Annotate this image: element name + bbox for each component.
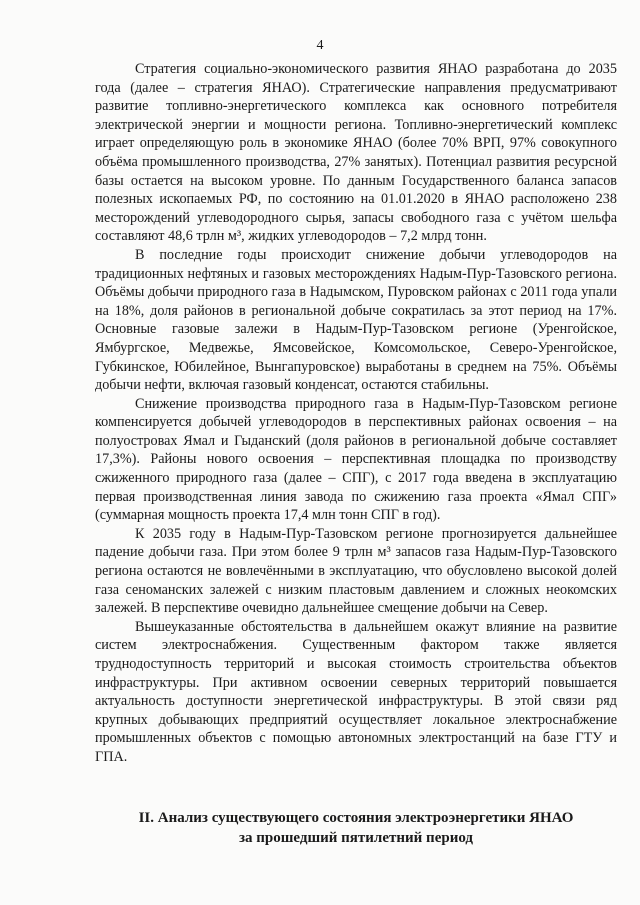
paragraph-new-regions: Снижение производства природного газа в Надым-Пур-Тазовском регионе компенсируется добычей углеводородов в перспективных районах освоения – на полуостровах Ямал и Гыданский (доля районов в региональной добыче составляет 17,3%). Районы нового освоения – перспективная площадка по производству сжиженного природного газа (далее – СПГ), с 2017 года введена в эксплуатацию первая производственная линия завода по сжижению газа проекта «Ямал СПГ» (суммарная мощность проекта 17,4 млн тонн СПГ в год). <box>95 395 617 524</box>
paragraph-power-supply: Вышеуказанные обстоятельства в дальнейшем окажут влияние на развитие систем электроснабжения. Существенным фактором также является труднодоступность территорий и высокая стоимость строительства объектов инфраструктуры. При активном освоении северных территорий повышается актуальность доступности энергетической инфраструктуры. В этой связи ряд крупных добывающих предприятий осуществляет локальное электроснабжение промышленных объектов с помощью автономных электростанций на базе ГТУ и ГПА. <box>95 618 617 765</box>
paragraph-strategy: Стратегия социально-экономического развития ЯНАО разработана до 2035 года (далее – стратегия ЯНАО). Стратегические направления предусматривают развитие топливно-энергетического комплекса как основного потребителя электрической энергии и мощности региона. Топливно-энергетический комплекс играет определяющую роль в экономике ЯНАО (более 70% ВРП, 97% совокупного объёма промышленного производства, 27% занятых). Потенциал развития ресурсной базы остается на высоком уровне. По данным Государственного баланса запасов полезных ископаемых РФ, по состоянию на 01.01.2020 в ЯНАО расположено 238 месторождений углеводородного сырья, запасы свободного газа с учётом шельфа составляют 48,6 трлн м³, жидких углеводородов – 7,2 млрд тонн. <box>95 61 617 245</box>
section-heading-line-2: за прошедший пятилетний период <box>238 830 473 846</box>
paragraph-forecast-2035: К 2035 году в Надым-Пур-Тазовском регионе прогнозируется дальнейшее падение добычи газа. При этом более 9 трлн м³ запасов газа Надым-Пур-Тазовского региона остаются не вовлечёнными в эксплуатацию, что обусловлено высокой долей газа сеноманских залежей с низким пластовым давлением и сложных неокомских залежей. В перспективе очевидно дальнейшее смещение добычи на Север. <box>95 525 617 617</box>
paragraph-production-decline: В последние годы происходит снижение добычи углеводородов на традиционных нефтяных и газовых месторождениях Надым-Пур-Тазовского региона. Объёмы добычи природного газа в Надымском, Пуровском районах с 2011 года упали на 18%, доля районов в региональной добыче сократилась за этот период на 17%. Основные газовые залежи в Надым-Пур-Тазовском регионе (Уренгойское, Ямбургское, Медвежье, Ямсовейское, Комсомольское, Северо-Уренгойское, Губкинское, Юбилейное, Вынгапуровское) выработаны в среднем на 75%. Объёмы добычи нефти, включая газовый конденсат, остаются стабильны. <box>95 246 617 394</box>
section-heading-line-1: II. Анализ существующего состояния электроэнергетики ЯНАО <box>138 810 574 826</box>
page-number: 4 <box>316 38 324 53</box>
section-heading <box>95 808 617 848</box>
document-body <box>95 60 617 767</box>
